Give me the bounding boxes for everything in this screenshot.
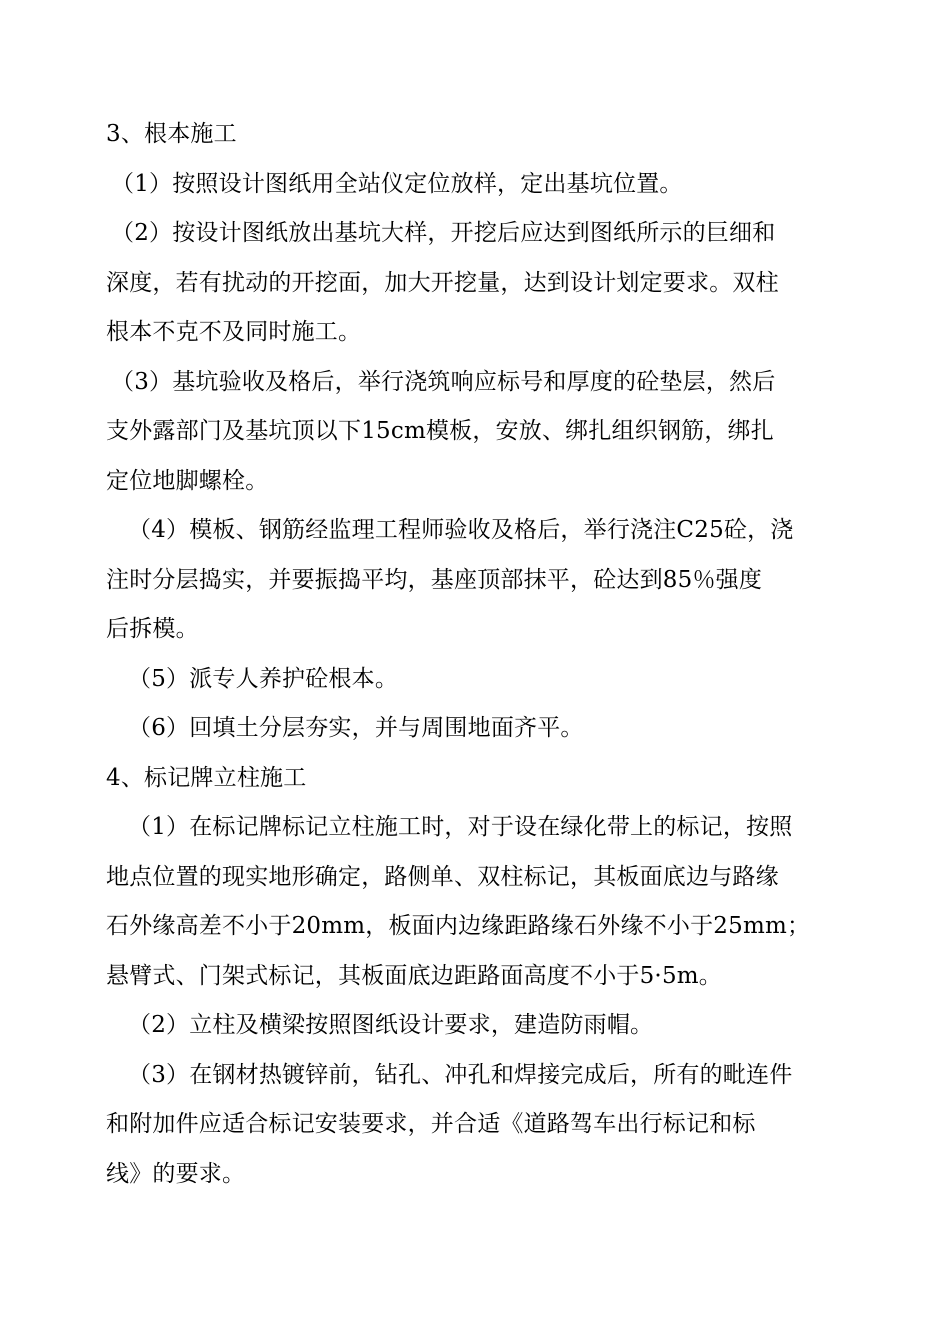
paragraph-line: 地点位置的现实地形确定，路侧单、双柱标记，其板面底边与路缘 (106, 863, 779, 890)
paragraph-line: 石外缘高差不小于20mm，板面内边缘距路缘石外缘不小于25mm； (106, 913, 811, 939)
paragraph-line: 注时分层捣实，并要振捣平均，基座顶部抹平，砼达到85％强度 (106, 566, 763, 593)
section-heading-4: 4、标记牌立柱施工 (106, 764, 307, 791)
paragraph-line: 后拆模。 (106, 616, 199, 642)
paragraph-line: （2）立柱及横梁按照图纸设计要求，建造防雨帽。 (128, 1012, 654, 1038)
paragraph-line: 深度，若有扰动的开挖面，加大开挖量，达到设计划定要求。双柱 (106, 269, 779, 296)
paragraph-line: 定位地脚螺栓。 (106, 467, 269, 494)
paragraph-line: （2）按设计图纸放出基坑大样，开挖后应达到图纸所示的巨细和 (111, 220, 776, 246)
paragraph-line: （1）在标记牌标记立柱施工时，对于设在绿化带上的标记，按照 (128, 814, 793, 840)
paragraph-line: 根本不克不及同时施工。 (106, 319, 362, 345)
paragraph-line: （4）模板、钢筋经监理工程师验收及格后，举行浇注C25砼，浇 (128, 517, 794, 543)
paragraph-line: （3）在钢材热镀锌前，钻孔、冲孔和焊接完成后，所有的毗连件 (128, 1061, 793, 1088)
paragraph-line: （5）派专人养护砼根本。 (128, 665, 399, 692)
section-heading-3: 3、根本施工 (106, 121, 237, 147)
paragraph-line: （1）按照设计图纸用全站仪定位放样，定出基坑位置。 (111, 170, 683, 197)
paragraph-line: 线》的要求。 (106, 1160, 246, 1187)
paragraph-line: 和附加件应适合标记安装要求，并合适《道路驾车出行标记和标 (106, 1111, 756, 1137)
paragraph-line: 支外露部门及基坑顶以下15cm模板，安放、绑扎组织钢筋，绑扎 (106, 418, 774, 444)
paragraph-line: 悬臂式、门架式标记，其板面底边距路面高度不小于5·5m。 (106, 962, 722, 989)
paragraph-line: （3）基坑验收及格后，举行浇筑响应标号和厚度的砼垫层，然后 (111, 368, 776, 395)
paragraph-line: （6）回填土分层夯实，并与周围地面齐平。 (128, 715, 584, 741)
document-body (106, 110, 848, 1199)
